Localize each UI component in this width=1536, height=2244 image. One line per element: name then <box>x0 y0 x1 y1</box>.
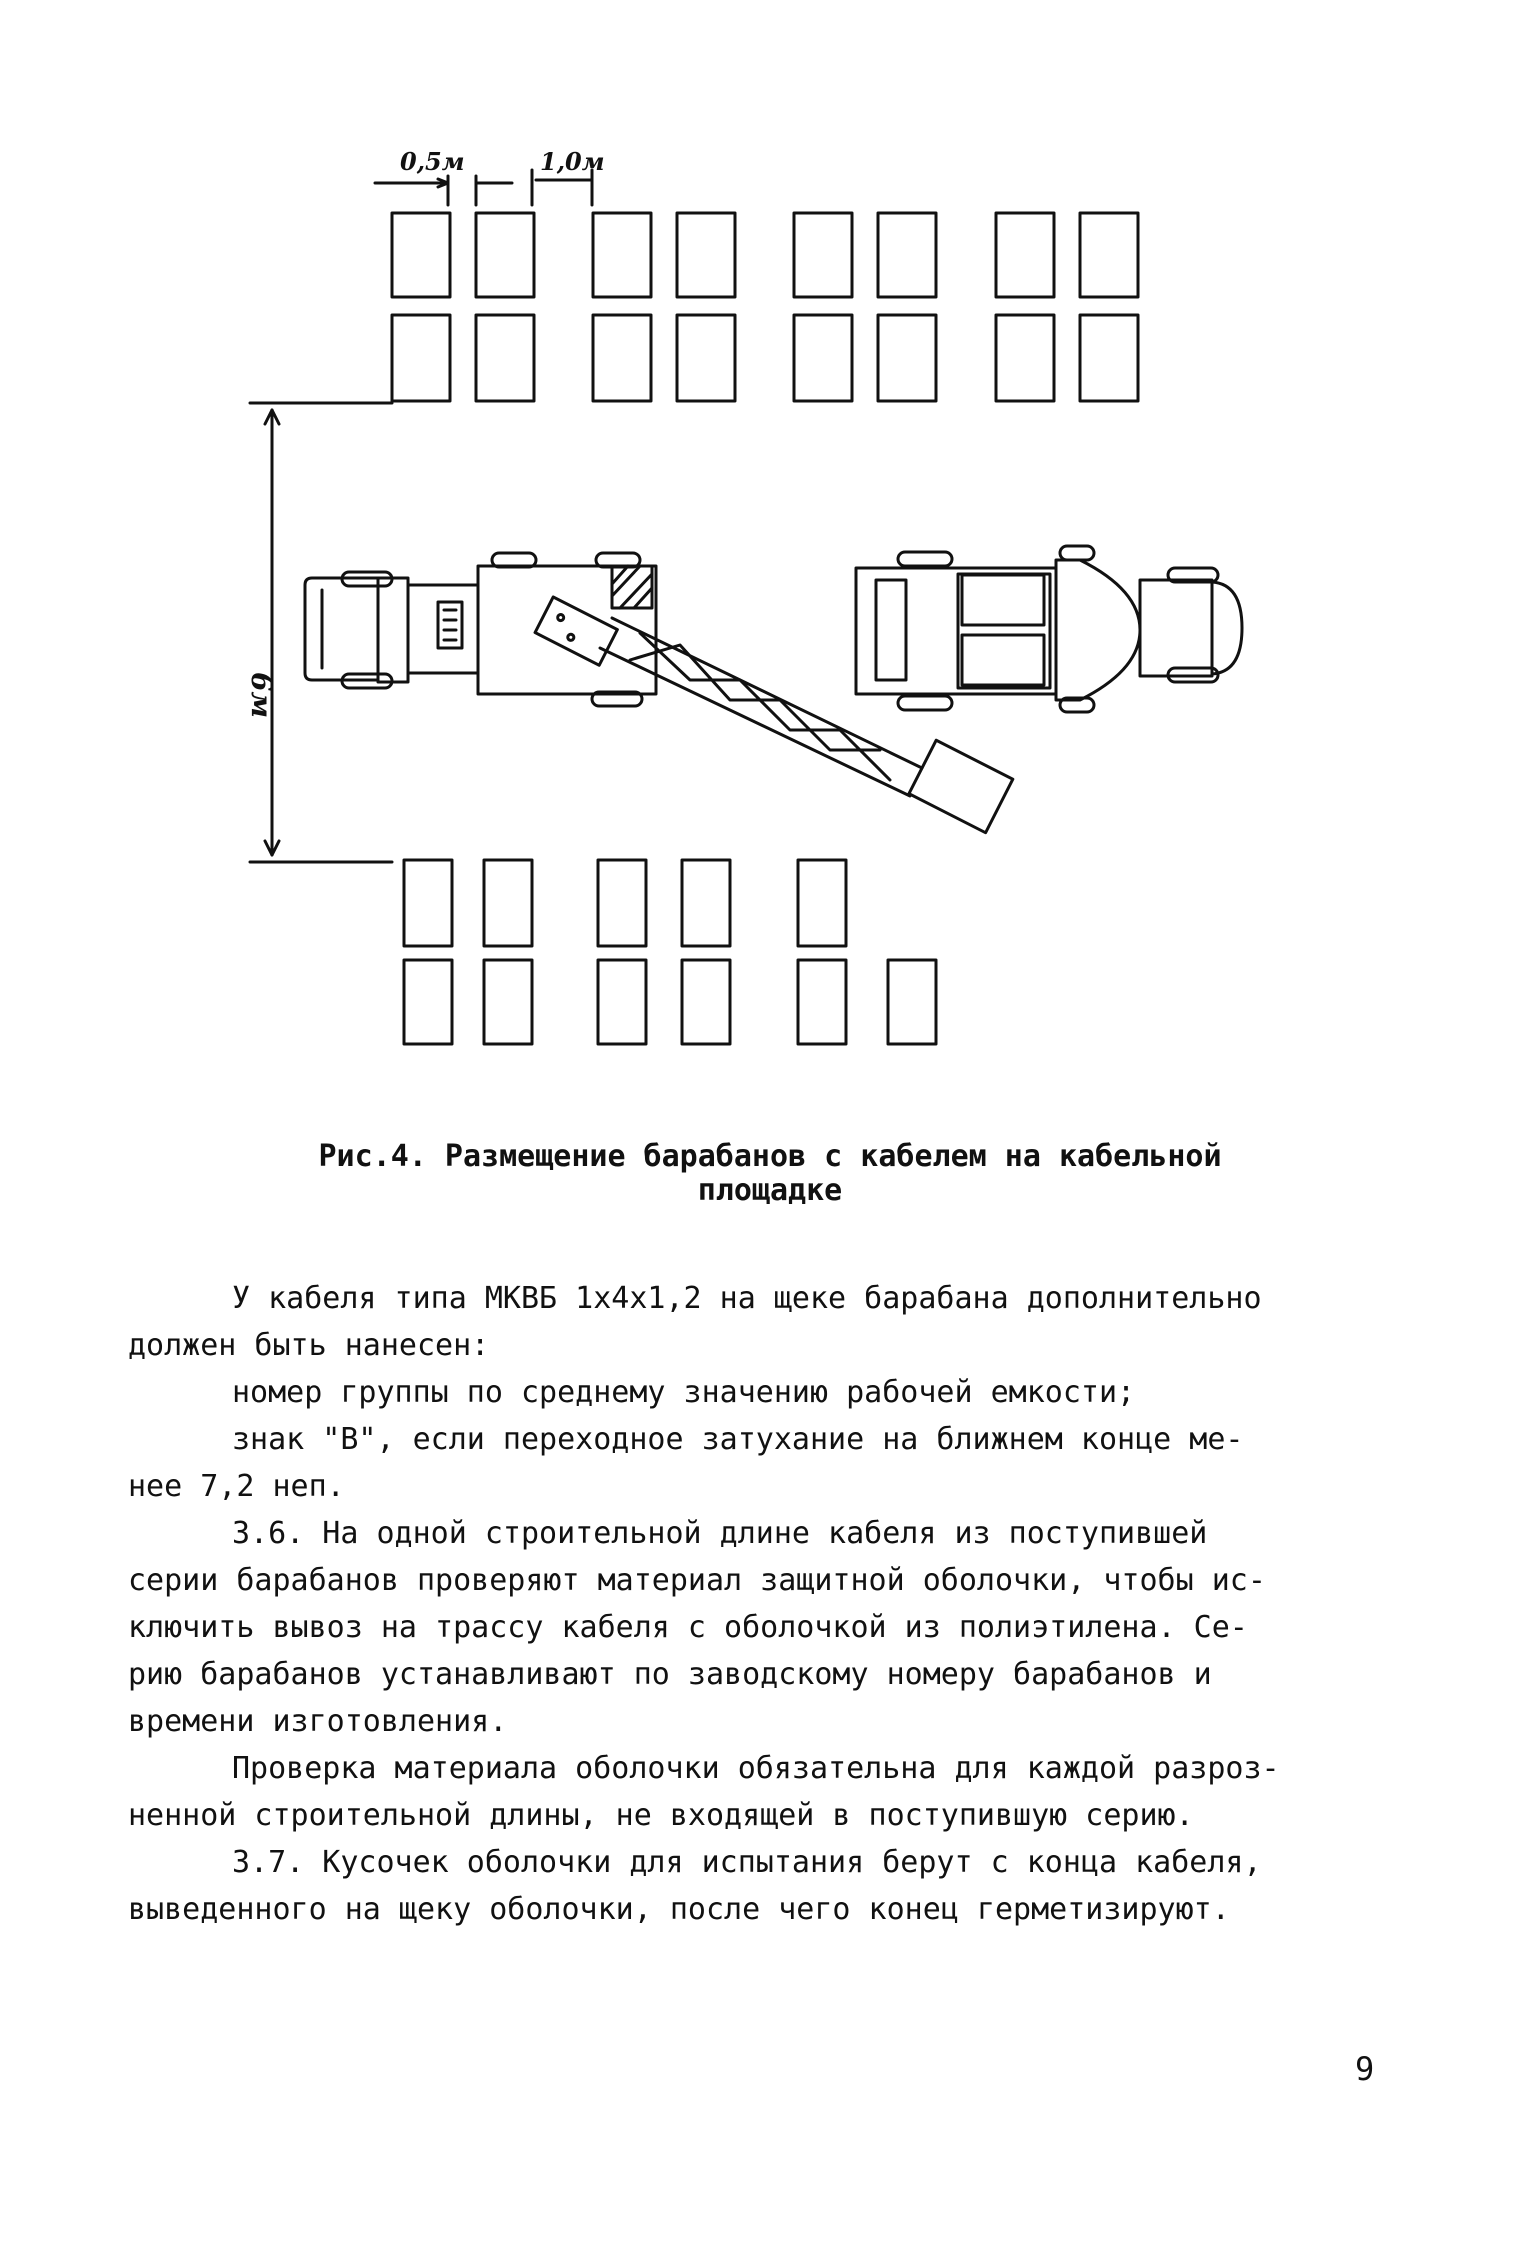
caption-line: площадке <box>697 1173 843 1208</box>
drum <box>476 315 534 401</box>
drums-bottom-row-1 <box>404 860 846 946</box>
text-line: выведенного на щеку оболочки, после чего конец герметизируют. <box>128 1892 1230 1927</box>
paragraph-3-7 <box>128 1839 1408 1933</box>
text-line: номер группы по среднему значению рабочей емкости; <box>232 1375 1136 1410</box>
paragraph-capacity-group <box>128 1369 1408 1416</box>
text-line: серии барабанов проверяют материал защитной оболочки, чтобы ис- <box>128 1563 1266 1598</box>
drum <box>682 860 730 946</box>
drum <box>677 213 735 297</box>
paragraph-marking <box>128 1275 1408 1369</box>
paragraph-sheath-check <box>128 1745 1408 1839</box>
text-line: Проверка материала оболочки обязательна для каждой разроз- <box>232 1751 1280 1786</box>
figure-caption <box>200 1140 1340 1208</box>
text-line: ненной строительной длины, не входящей в поступившую серию. <box>128 1798 1194 1833</box>
cable-site-layout-diagram <box>0 0 1536 1110</box>
gap-dimension-label: 0,5м <box>400 147 465 176</box>
drum <box>476 213 534 297</box>
text-line: должен быть нанесен: <box>128 1328 490 1363</box>
drum <box>1080 315 1138 401</box>
drum <box>593 315 651 401</box>
aisle-dimension <box>245 403 392 862</box>
drum <box>996 315 1054 401</box>
drum <box>798 860 846 946</box>
drum <box>392 213 450 297</box>
drum-dimension-label: 1,0м <box>540 147 605 176</box>
drum <box>484 960 532 1044</box>
drum <box>798 960 846 1044</box>
drums-bottom-row-2 <box>404 960 936 1044</box>
text-line: ключить вывоз на трассу кабеля с оболочкой из полиэтилена. Се- <box>128 1610 1248 1645</box>
text-line: знак "В", если переходное затухание на ближнем конце ме- <box>232 1422 1244 1457</box>
drum <box>1080 213 1138 297</box>
drum <box>878 315 936 401</box>
text-line: времени изготовления. <box>128 1704 508 1739</box>
drums-top-row-2 <box>392 315 1138 401</box>
paragraph-3-6 <box>128 1510 1408 1745</box>
drum <box>598 960 646 1044</box>
drum <box>598 860 646 946</box>
text-line: рию барабанов устанавливают по заводскому номеру барабанов и <box>128 1657 1212 1692</box>
transport-truck <box>856 546 1242 712</box>
drums-top-row-1 <box>392 213 1138 297</box>
text-line: 3.7. Кусочек оболочки для испытания берут с конца кабеля, <box>232 1845 1262 1880</box>
drum <box>794 315 852 401</box>
drum <box>794 213 852 297</box>
text-line: У кабеля типа МКВБ 1х4х1,2 на щеке барабана дополнительно <box>232 1281 1262 1316</box>
drum <box>682 960 730 1044</box>
text-line: нее 7,2 неп. <box>128 1469 345 1504</box>
drum <box>888 960 936 1044</box>
aisle-dimension-label: 6м <box>245 672 278 719</box>
drum <box>392 315 450 401</box>
drum <box>484 860 532 946</box>
page-number: 9 <box>1355 2050 1375 2088</box>
top-dimensions <box>375 147 605 205</box>
caption-line: Рис.4. Размещение барабанов с кабелем на кабельной <box>318 1139 1222 1174</box>
drum <box>404 960 452 1044</box>
paragraph-sign-v <box>128 1416 1408 1510</box>
drum <box>404 860 452 946</box>
drum <box>996 213 1054 297</box>
drum <box>593 213 651 297</box>
drum <box>878 213 936 297</box>
body-text <box>128 1275 1408 1933</box>
text-line: 3.6. На одной строительной длине кабеля из поступившей <box>232 1516 1208 1551</box>
drum <box>677 315 735 401</box>
